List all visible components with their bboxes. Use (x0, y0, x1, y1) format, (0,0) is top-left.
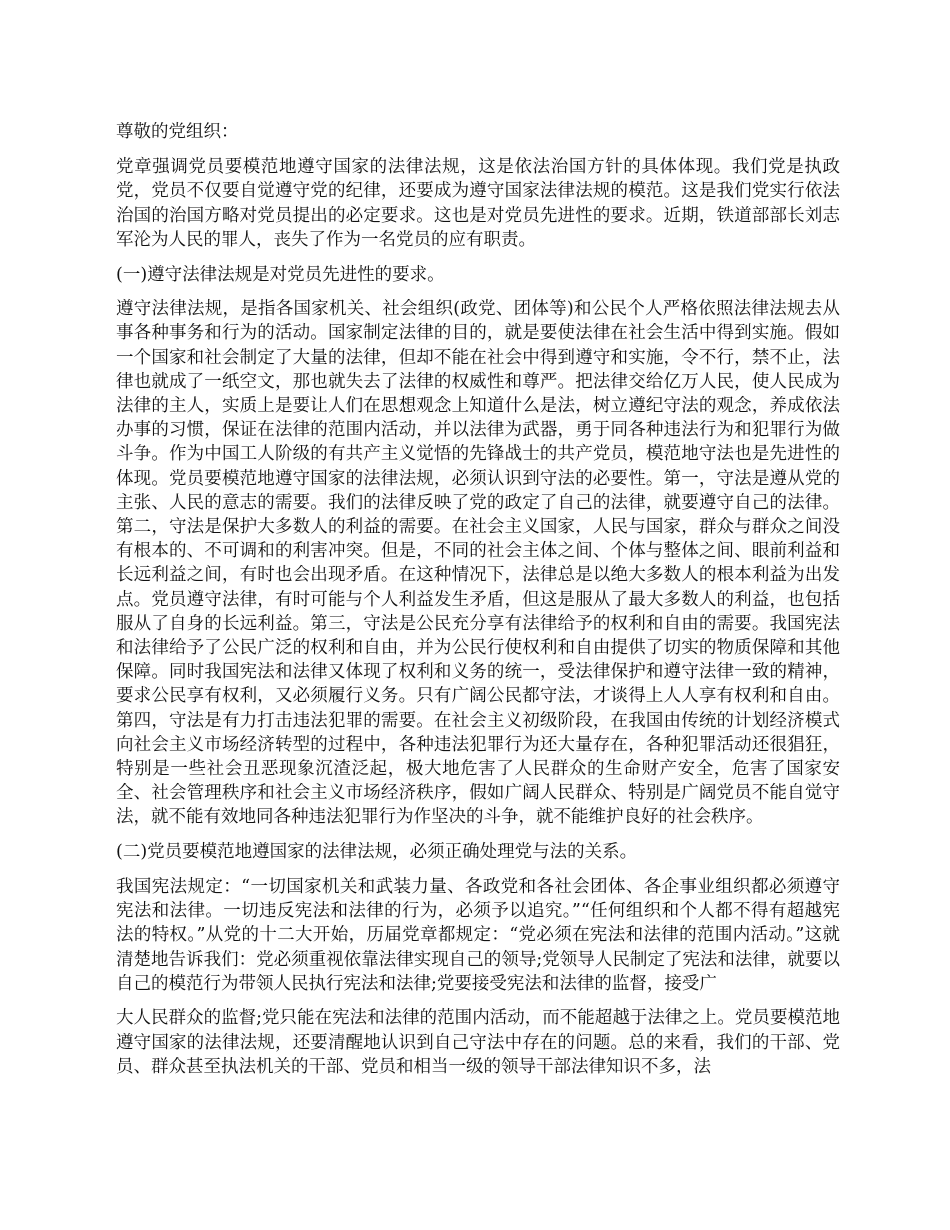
paragraph-section-2: 我国宪法规定：“一切国家机关和武装力量、各政党和各社会团体、各企事业组织都必须遵守宪法和法律。一切违反宪法和法律的行为，必须予以追究。”“任何组织和个人都不得有超越宪法的特权。”从党的十二大开始，历届党章都规定：“党必须在宪法和法律的范围内活动。”这就清楚地告诉我们：党必须重视依靠法律实现自己的领导;党领导人民制定了宪法和法律，就要以自己的模范行为带领人民执行宪法和法律;党要接受宪法和法律的监督，接受广 (116, 876, 840, 994)
paragraph-section-1: 遵守法律法规，是指各国家机关、社会组织(政党、团体等)和公民个人严格依照法律法规去从事各种事务和行为的活动。国家制定法律的目的，就是要使法律在社会生活中得到实施。假如一个国家和社会制定了大量的法律，但却不能在社会中得到遵守和实施，令不行，禁不止，法律也就成了一纸空文，那也就失去了法律的权威性和尊严。把法律交给亿万人民，使人民成为法律的主人，实质上是要让人们在思想观念上知道什么是法，树立遵纪守法的观念，养成依法办事的习惯，保证在法律的范围内活动，并以法律为武器，勇于同各种违法行为和犯罪行为做斗争。作为中国工人阶级的有共产主义觉悟的先锋战士的共产党员，模范地守法也是先进性的体现。党员要模范地遵守国家的法律法规，必须认识到守法的必要性。第一，守法是遵从党的主张、人民的意志的需要。我们的法律反映了党的政定了自己的法律，就要遵守自己的法律。第二，守法是保护大多数人的利益的需要。在社会主义国家，人民与国家，群众与群众之间没有根本的、不可调和的利害冲突。但是，不同的社会主体之间、个体与整体之间、眼前利益和长远利益之间，有时也会出现矛盾。在这种情况下，法律总是以绝大多数人的根本利益为出发点。党员遵守法律，有时可能与个人利益发生矛盾，但这是服从了最大多数人的利益，也包括服从了自身的长远利益。第三，守法是公民充分享有法律给予的权利和自由的需要。我国宪法和法律给予了公民广泛的权利和自由，并为公民行使权利和自由提供了切实的物质保障和其他保障。同时我国宪法和法律又体现了权利和义务的统一，受法律保护和遵守法律一致的精神，要求公民享有权利，又必须履行义务。只有广阔公民都守法，才谈得上人人享有权利和自由。第四，守法是有力打击违法犯罪的需要。在社会主义初级阶段，在我国由传统的计划经济模式向社会主义市场经济转型的过程中，各种违法犯罪行为还大量存在，各种犯罪活动还很猖狂，特别是一些社会丑恶现象沉渣泛起，极大地危害了人民群众的生命财产安全，危害了国家安全、社会管理秩序和社会主义市场经济秩序，假如广阔人民群众、特别是广阔党员不能自觉守法，就不能有效地同各种违法犯罪行为作坚决的斗争，就不能维护良好的社会秩序。 (116, 299, 840, 828)
paragraph-intro: 党章强调党员要模范地遵守国家的法律法规，这是依法治国方针的具体体现。我们党是执政党，党员不仅要自觉遵守党的纪律，还要成为遵守国家法律法规的模范。这是我们党实行依法治国的治国方略对党员提出的必定要求。这也是对党员先进性的要求。近期，铁道部部长刘志军沦为人民的罪人，丧失了作为一名党员的应有职责。 (116, 157, 840, 250)
paragraph-continuation: 大人民群众的监督;党只能在宪法和法律的范围内活动，而不能超越于法律之上。党员要模范地遵守国家的法律法规，还要清醒地认识到自己守法中存在的问题。总的来看，我们的干部、党员、群众甚至执法机关的干部、党员和相当一级的领导干部法律知识不多，法 (116, 1008, 840, 1077)
section-heading-1: (一)遵守法律法规是对党员先进性的要求。 (116, 264, 445, 285)
section-heading-2: (二)党员要模范地遵国家的法律法规，必须正确处理党与法的关系。 (116, 842, 638, 863)
salutation: 尊敬的党组织： (116, 122, 239, 142)
document-body (116, 120, 840, 1090)
